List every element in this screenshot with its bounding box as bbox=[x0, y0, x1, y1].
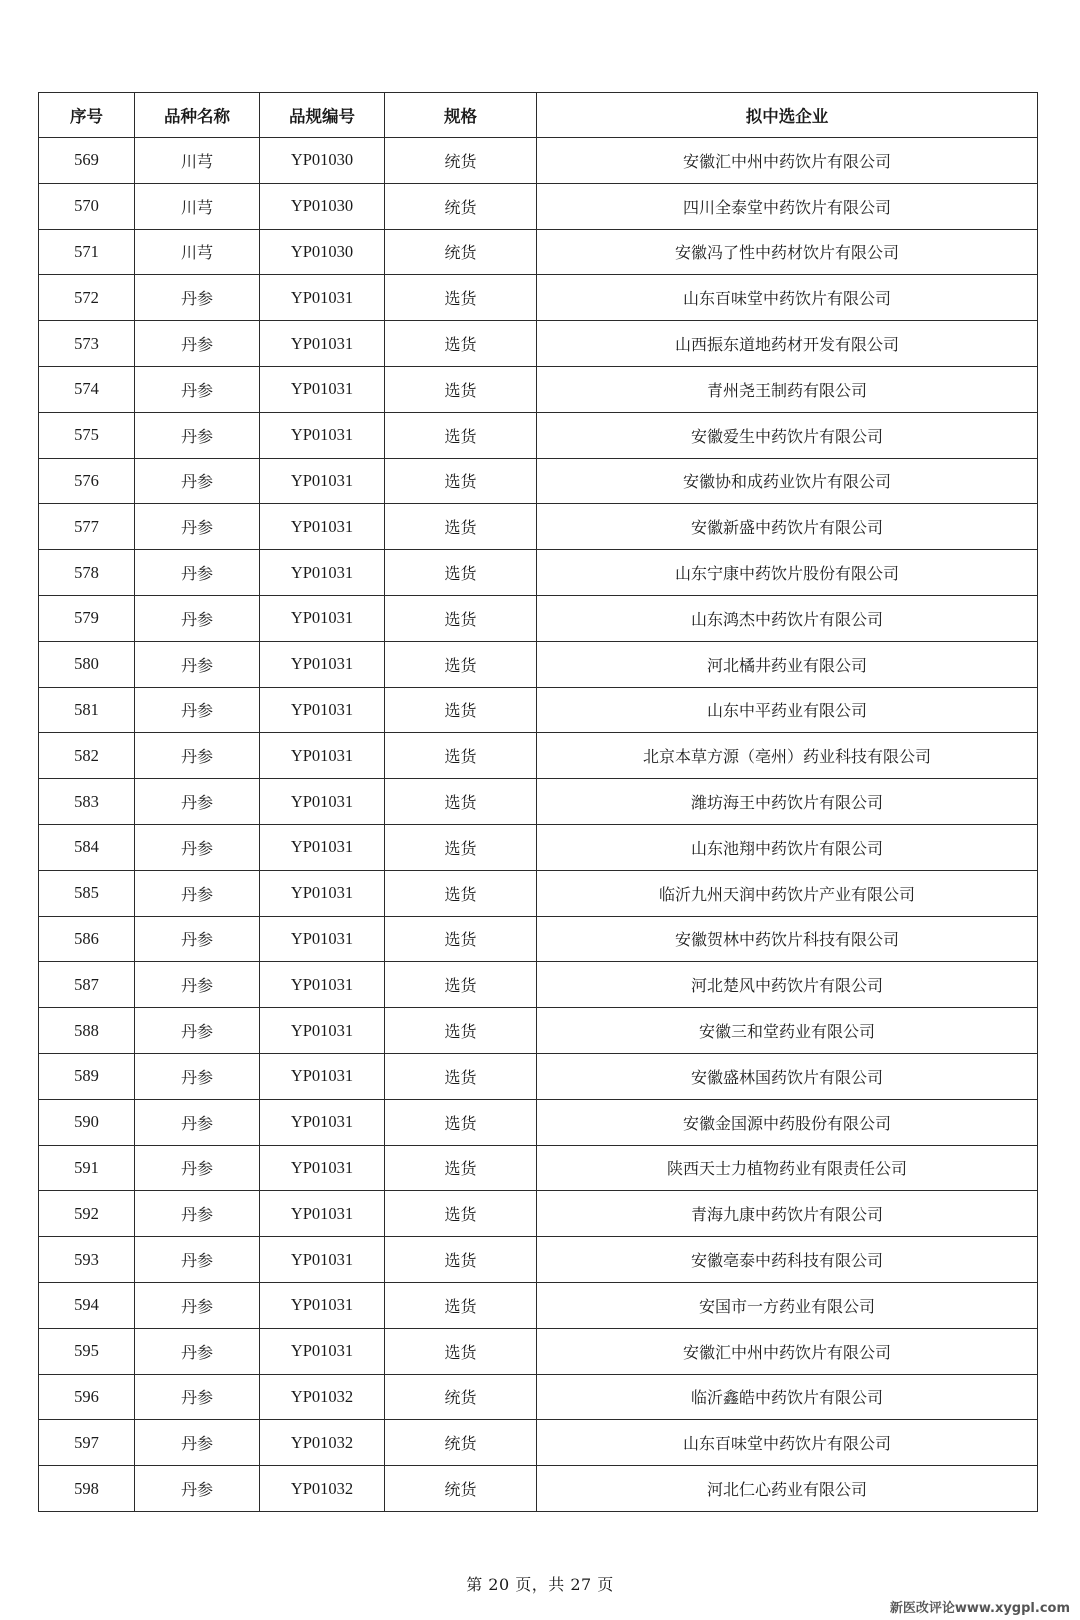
cell-grade: 选货 bbox=[385, 962, 537, 1008]
cell-variety-name: 丹参 bbox=[135, 1237, 260, 1283]
cell-index: 572 bbox=[39, 275, 135, 321]
result-table bbox=[38, 92, 1038, 1512]
table-row bbox=[39, 1466, 1038, 1512]
cell-variety-name: 丹参 bbox=[135, 870, 260, 916]
cell-grade: 选货 bbox=[385, 412, 537, 458]
cell-index: 598 bbox=[39, 1466, 135, 1512]
table-row bbox=[39, 504, 1038, 550]
cell-index: 576 bbox=[39, 458, 135, 504]
table-row bbox=[39, 550, 1038, 596]
result-table-container bbox=[38, 92, 1037, 1512]
cell-grade: 选货 bbox=[385, 870, 537, 916]
cell-grade: 选货 bbox=[385, 458, 537, 504]
cell-spec-code: YP01031 bbox=[260, 916, 385, 962]
cell-index: 584 bbox=[39, 824, 135, 870]
header-index: 序号 bbox=[39, 93, 135, 138]
cell-index: 573 bbox=[39, 321, 135, 367]
cell-variety-name: 丹参 bbox=[135, 275, 260, 321]
table-row bbox=[39, 1145, 1038, 1191]
cell-spec-code: YP01031 bbox=[260, 687, 385, 733]
cell-variety-name: 丹参 bbox=[135, 366, 260, 412]
cell-variety-name: 丹参 bbox=[135, 1466, 260, 1512]
cell-grade: 选货 bbox=[385, 550, 537, 596]
cell-company: 安徽盛林国药饮片有限公司 bbox=[537, 1053, 1038, 1099]
cell-variety-name: 丹参 bbox=[135, 779, 260, 825]
cell-spec-code: YP01031 bbox=[260, 1053, 385, 1099]
table-header-row bbox=[39, 93, 1038, 138]
cell-spec-code: YP01031 bbox=[260, 870, 385, 916]
cell-company: 安国市一方药业有限公司 bbox=[537, 1282, 1038, 1328]
cell-grade: 选货 bbox=[385, 733, 537, 779]
cell-company: 安徽亳泰中药科技有限公司 bbox=[537, 1237, 1038, 1283]
cell-company: 安徽汇中州中药饮片有限公司 bbox=[537, 1328, 1038, 1374]
cell-spec-code: YP01031 bbox=[260, 504, 385, 550]
cell-company: 山东百味堂中药饮片有限公司 bbox=[537, 1420, 1038, 1466]
cell-company: 山东中平药业有限公司 bbox=[537, 687, 1038, 733]
cell-grade: 选货 bbox=[385, 275, 537, 321]
page-number: 第 20 页，共 27 页 bbox=[466, 1575, 614, 1594]
cell-company: 山东池翔中药饮片有限公司 bbox=[537, 824, 1038, 870]
cell-variety-name: 丹参 bbox=[135, 824, 260, 870]
header-grade: 规格 bbox=[385, 93, 537, 138]
cell-spec-code: YP01031 bbox=[260, 1145, 385, 1191]
cell-index: 571 bbox=[39, 229, 135, 275]
cell-grade: 选货 bbox=[385, 1145, 537, 1191]
cell-grade: 选货 bbox=[385, 1282, 537, 1328]
cell-index: 574 bbox=[39, 366, 135, 412]
cell-index: 587 bbox=[39, 962, 135, 1008]
cell-company: 安徽爱生中药饮片有限公司 bbox=[537, 412, 1038, 458]
cell-grade: 统货 bbox=[385, 138, 537, 184]
cell-company: 山东宁康中药饮片股份有限公司 bbox=[537, 550, 1038, 596]
cell-variety-name: 川芎 bbox=[135, 138, 260, 184]
cell-grade: 选货 bbox=[385, 504, 537, 550]
cell-spec-code: YP01031 bbox=[260, 366, 385, 412]
cell-variety-name: 丹参 bbox=[135, 1145, 260, 1191]
cell-variety-name: 丹参 bbox=[135, 962, 260, 1008]
cell-variety-name: 丹参 bbox=[135, 1008, 260, 1054]
table-row bbox=[39, 916, 1038, 962]
cell-grade: 统货 bbox=[385, 1466, 537, 1512]
cell-index: 575 bbox=[39, 412, 135, 458]
table-row bbox=[39, 321, 1038, 367]
cell-variety-name: 丹参 bbox=[135, 595, 260, 641]
cell-company: 安徽三和堂药业有限公司 bbox=[537, 1008, 1038, 1054]
cell-variety-name: 丹参 bbox=[135, 1282, 260, 1328]
cell-index: 569 bbox=[39, 138, 135, 184]
watermark: 新医改评论www.xygpl.com bbox=[889, 1601, 1070, 1616]
cell-company: 安徽新盛中药饮片有限公司 bbox=[537, 504, 1038, 550]
cell-grade: 选货 bbox=[385, 1008, 537, 1054]
cell-variety-name: 丹参 bbox=[135, 321, 260, 367]
table-row bbox=[39, 595, 1038, 641]
cell-variety-name: 丹参 bbox=[135, 412, 260, 458]
table-row bbox=[39, 275, 1038, 321]
cell-company: 山东百味堂中药饮片有限公司 bbox=[537, 275, 1038, 321]
cell-company: 河北仁心药业有限公司 bbox=[537, 1466, 1038, 1512]
cell-company: 河北楚风中药饮片有限公司 bbox=[537, 962, 1038, 1008]
cell-company: 青州尧王制药有限公司 bbox=[537, 366, 1038, 412]
cell-grade: 选货 bbox=[385, 1191, 537, 1237]
cell-company: 陕西天士力植物药业有限责任公司 bbox=[537, 1145, 1038, 1191]
cell-variety-name: 丹参 bbox=[135, 1328, 260, 1374]
table-row bbox=[39, 1374, 1038, 1420]
cell-grade: 统货 bbox=[385, 1420, 537, 1466]
cell-grade: 选货 bbox=[385, 1053, 537, 1099]
cell-company: 临沂九州天润中药饮片产业有限公司 bbox=[537, 870, 1038, 916]
cell-company: 青海九康中药饮片有限公司 bbox=[537, 1191, 1038, 1237]
cell-variety-name: 丹参 bbox=[135, 641, 260, 687]
table-row bbox=[39, 1099, 1038, 1145]
cell-company: 山西振东道地药材开发有限公司 bbox=[537, 321, 1038, 367]
header-company: 拟中选企业 bbox=[537, 93, 1038, 138]
table-row bbox=[39, 1053, 1038, 1099]
cell-company: 潍坊海王中药饮片有限公司 bbox=[537, 779, 1038, 825]
cell-spec-code: YP01031 bbox=[260, 458, 385, 504]
table-body bbox=[39, 138, 1038, 1512]
cell-spec-code: YP01032 bbox=[260, 1466, 385, 1512]
table-row bbox=[39, 1282, 1038, 1328]
cell-grade: 选货 bbox=[385, 366, 537, 412]
table-row bbox=[39, 1237, 1038, 1283]
cell-variety-name: 丹参 bbox=[135, 1191, 260, 1237]
cell-grade: 选货 bbox=[385, 595, 537, 641]
table-row bbox=[39, 1328, 1038, 1374]
table-row bbox=[39, 1420, 1038, 1466]
cell-grade: 选货 bbox=[385, 1099, 537, 1145]
cell-index: 570 bbox=[39, 183, 135, 229]
table-row bbox=[39, 458, 1038, 504]
cell-index: 589 bbox=[39, 1053, 135, 1099]
table-row bbox=[39, 1008, 1038, 1054]
cell-index: 580 bbox=[39, 641, 135, 687]
table-row bbox=[39, 824, 1038, 870]
cell-index: 597 bbox=[39, 1420, 135, 1466]
cell-company: 河北橘井药业有限公司 bbox=[537, 641, 1038, 687]
cell-index: 591 bbox=[39, 1145, 135, 1191]
cell-index: 582 bbox=[39, 733, 135, 779]
cell-spec-code: YP01031 bbox=[260, 321, 385, 367]
cell-index: 586 bbox=[39, 916, 135, 962]
cell-spec-code: YP01031 bbox=[260, 1008, 385, 1054]
cell-grade: 选货 bbox=[385, 321, 537, 367]
cell-index: 581 bbox=[39, 687, 135, 733]
cell-index: 596 bbox=[39, 1374, 135, 1420]
table-row bbox=[39, 779, 1038, 825]
cell-index: 588 bbox=[39, 1008, 135, 1054]
cell-grade: 选货 bbox=[385, 1328, 537, 1374]
table-row bbox=[39, 870, 1038, 916]
cell-spec-code: YP01031 bbox=[260, 1237, 385, 1283]
cell-spec-code: YP01031 bbox=[260, 641, 385, 687]
cell-spec-code: YP01032 bbox=[260, 1374, 385, 1420]
cell-variety-name: 丹参 bbox=[135, 1053, 260, 1099]
cell-variety-name: 丹参 bbox=[135, 1099, 260, 1145]
cell-spec-code: YP01030 bbox=[260, 229, 385, 275]
header-spec-code: 品规编号 bbox=[260, 93, 385, 138]
table-row bbox=[39, 687, 1038, 733]
cell-variety-name: 丹参 bbox=[135, 458, 260, 504]
cell-spec-code: YP01031 bbox=[260, 550, 385, 596]
cell-variety-name: 丹参 bbox=[135, 1374, 260, 1420]
cell-spec-code: YP01031 bbox=[260, 733, 385, 779]
table-row bbox=[39, 641, 1038, 687]
cell-index: 585 bbox=[39, 870, 135, 916]
cell-variety-name: 川芎 bbox=[135, 183, 260, 229]
cell-company: 山东鸿杰中药饮片有限公司 bbox=[537, 595, 1038, 641]
cell-index: 592 bbox=[39, 1191, 135, 1237]
cell-index: 578 bbox=[39, 550, 135, 596]
cell-index: 590 bbox=[39, 1099, 135, 1145]
cell-index: 577 bbox=[39, 504, 135, 550]
cell-grade: 选货 bbox=[385, 916, 537, 962]
cell-company: 四川全泰堂中药饮片有限公司 bbox=[537, 183, 1038, 229]
table-row bbox=[39, 412, 1038, 458]
cell-grade: 选货 bbox=[385, 824, 537, 870]
table-row bbox=[39, 229, 1038, 275]
cell-index: 583 bbox=[39, 779, 135, 825]
cell-variety-name: 丹参 bbox=[135, 550, 260, 596]
cell-spec-code: YP01031 bbox=[260, 1099, 385, 1145]
cell-variety-name: 川芎 bbox=[135, 229, 260, 275]
cell-grade: 选货 bbox=[385, 641, 537, 687]
header-variety-name: 品种名称 bbox=[135, 93, 260, 138]
cell-spec-code: YP01031 bbox=[260, 962, 385, 1008]
table-row bbox=[39, 733, 1038, 779]
cell-index: 595 bbox=[39, 1328, 135, 1374]
cell-spec-code: YP01031 bbox=[260, 595, 385, 641]
cell-variety-name: 丹参 bbox=[135, 504, 260, 550]
cell-spec-code: YP01031 bbox=[260, 412, 385, 458]
cell-spec-code: YP01032 bbox=[260, 1420, 385, 1466]
cell-index: 593 bbox=[39, 1237, 135, 1283]
cell-grade: 选货 bbox=[385, 1237, 537, 1283]
cell-company: 安徽贺林中药饮片科技有限公司 bbox=[537, 916, 1038, 962]
cell-spec-code: YP01030 bbox=[260, 183, 385, 229]
cell-index: 579 bbox=[39, 595, 135, 641]
table-row bbox=[39, 366, 1038, 412]
table-row bbox=[39, 1191, 1038, 1237]
cell-company: 安徽协和成药业饮片有限公司 bbox=[537, 458, 1038, 504]
cell-variety-name: 丹参 bbox=[135, 1420, 260, 1466]
table-row bbox=[39, 183, 1038, 229]
cell-company: 安徽汇中州中药饮片有限公司 bbox=[537, 138, 1038, 184]
cell-spec-code: YP01031 bbox=[260, 824, 385, 870]
cell-spec-code: YP01031 bbox=[260, 1328, 385, 1374]
cell-company: 安徽冯了性中药材饮片有限公司 bbox=[537, 229, 1038, 275]
cell-grade: 选货 bbox=[385, 687, 537, 733]
cell-variety-name: 丹参 bbox=[135, 687, 260, 733]
table-row bbox=[39, 138, 1038, 184]
cell-company: 北京本草方源（亳州）药业科技有限公司 bbox=[537, 733, 1038, 779]
cell-variety-name: 丹参 bbox=[135, 916, 260, 962]
cell-grade: 统货 bbox=[385, 183, 537, 229]
cell-variety-name: 丹参 bbox=[135, 733, 260, 779]
cell-spec-code: YP01031 bbox=[260, 779, 385, 825]
cell-grade: 选货 bbox=[385, 779, 537, 825]
cell-grade: 统货 bbox=[385, 229, 537, 275]
cell-spec-code: YP01031 bbox=[260, 275, 385, 321]
cell-spec-code: YP01030 bbox=[260, 138, 385, 184]
cell-spec-code: YP01031 bbox=[260, 1282, 385, 1328]
cell-grade: 统货 bbox=[385, 1374, 537, 1420]
cell-company: 临沂鑫皓中药饮片有限公司 bbox=[537, 1374, 1038, 1420]
table-row bbox=[39, 962, 1038, 1008]
cell-spec-code: YP01031 bbox=[260, 1191, 385, 1237]
cell-index: 594 bbox=[39, 1282, 135, 1328]
cell-company: 安徽金国源中药股份有限公司 bbox=[537, 1099, 1038, 1145]
